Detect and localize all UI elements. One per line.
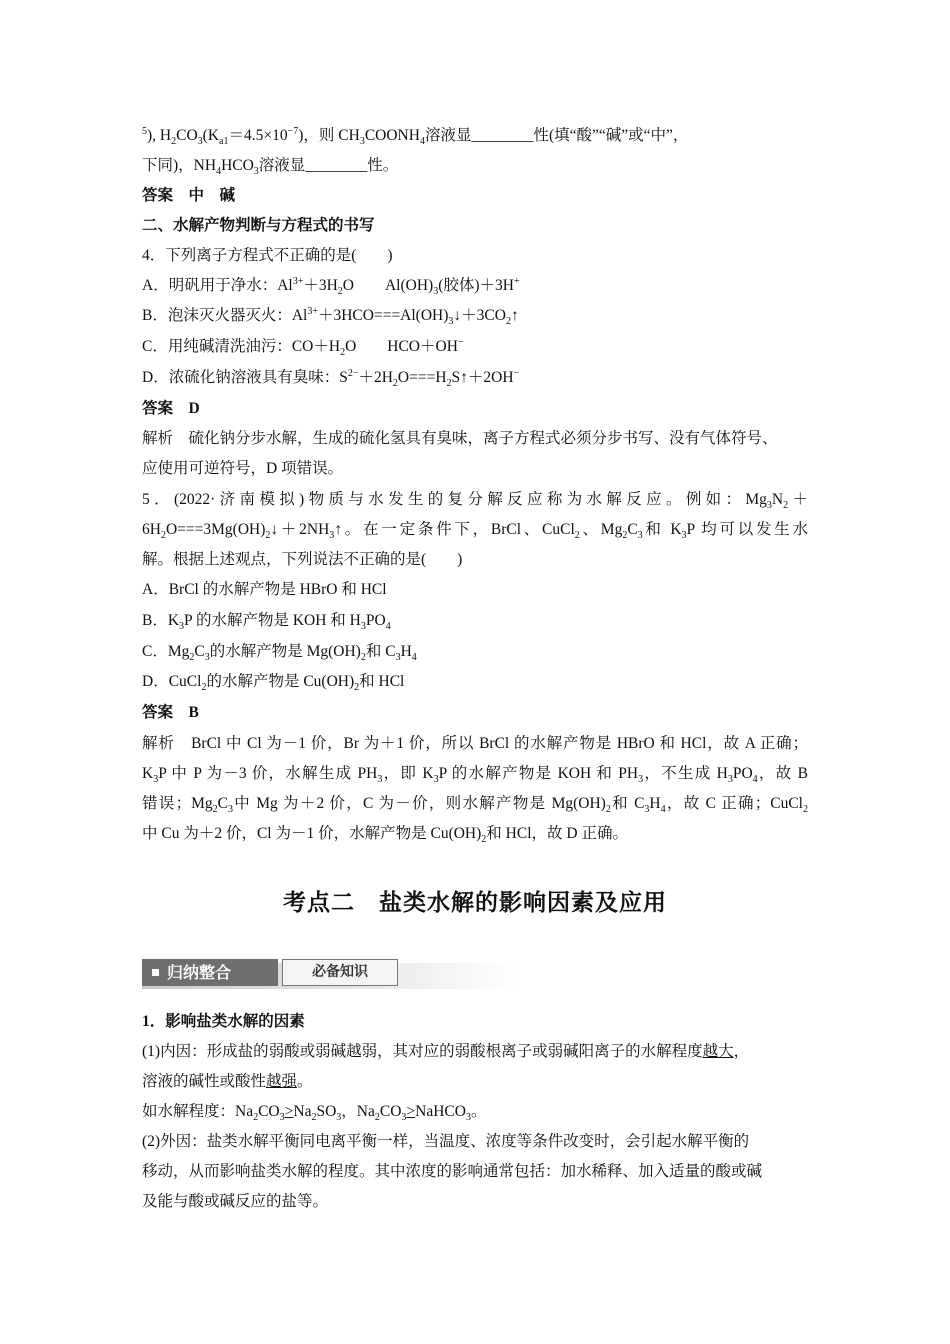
q5-option-d: D．CuCl$_2$的水解产物是 $Cu(OH)_2$和 HCl: [142, 673, 405, 694]
s1-p2: 如水解程度：$Na_2CO_3>Na_2SO_3$，$Na_2CO_3>NaHCO_3$。: [142, 1103, 487, 1124]
q3-line1: $^5$), $H_2CO_3(K_{a1}=4.5\times 10^{-7})$，则 $CH_3COONH_4$溶液显________性(填“酸”“碱”或“中”，: [142, 125, 689, 148]
s1-p1-l2: 溶液的碱性或酸性越强。: [142, 1073, 313, 1090]
q4-option-c: C．用纯碱清洗油污：$CO+H_2O$ HCO＋OH−: [142, 336, 464, 359]
q5-analysis-l1: 解析 BrCl 中 Cl 为－1 价，Br 为＋1 价，所以 BrCl 的水解产物是 HBrO 和 HCl，故 A 正确；: [142, 735, 808, 752]
section-banner: [142, 959, 518, 989]
q4-analysis-l2: 应使用可逆符号，D 项错误。: [142, 460, 344, 477]
q3-answer: 答案 中 碱: [142, 187, 236, 204]
banner-right-tab: 必备知识: [282, 959, 398, 986]
q5-option-b: B．$K_3P$ 的水解产物是 KOH 和 $H_3PO_4$: [142, 612, 391, 633]
q4-option-b: B．泡沫灭火器灭火：$Al^{3+}+3HCO===Al(OH)_3↓+3CO_2↑$: [142, 305, 519, 328]
s1-heading: 1．影响盐类水解的因素: [142, 1013, 305, 1030]
q5-analysis-l2: $K_3P$ 中 P 为－3 价，水解生成 $PH_3$，即 $K_3P$ 的水解产物是 KOH 和 $PH_3$，不生成 $H_3PO_4$，故 B: [142, 765, 808, 786]
square-bullet-icon: [152, 969, 159, 976]
q5-stem-l3: 解。根据上述观点，下列说法不正确的是( ): [142, 551, 463, 568]
banner-left-label: 归纳整合: [167, 963, 232, 982]
s1-p3-l1: (2)外因：盐类水解平衡同电离平衡一样，当温度、浓度等条件改变时，会引起水解平衡的: [142, 1133, 750, 1150]
q4-option-d: D．浓硫化钠溶液具有臭味：$S^{2-}+2H_2O===H_2S↑+2OH^-$: [142, 367, 520, 390]
q5-analysis-l3: 错误；$Mg_2C_3$中 Mg 为＋2 价，C 为－价，则水解产物是 $Mg(OH)_2$和 $C_3H_4$，故 C 正确；CuCl$_2$: [142, 795, 808, 816]
banner-left-tab: [142, 959, 278, 986]
q4-stem: 4．下列离子方程式不正确的是( ): [142, 247, 393, 264]
q5-stem-l1: 5．(2022·济南模拟)物质与水发生的复分解反应称为水解反应。例如：$Mg_3N_2+$: [142, 491, 808, 512]
q5-stem-l2: $6H_2O===3Mg(OH)_2↓+2NH_3↑$。在一定条件下，BrCl、CuCl$_2$、$Mg_2C_3$和 $K_3P$ 均可以发生水: [142, 521, 809, 542]
q4-option-a: A．明矾用于净水：$Al^{3+}+3H_2O$ $Al(OH)_3$(胶体)＋3H+: [142, 275, 520, 298]
section-title: 考点二 盐类水解的影响因素及应用: [283, 890, 667, 915]
q3-line2: 下同)，$NH_4HCO_3$溶液显________性。: [142, 157, 399, 178]
q5-option-c: C．$Mg_2C_3$的水解产物是 $Mg(OH)_2$和 $C_3H_4$: [142, 643, 417, 664]
q4-analysis-l1: 解析 硫化钠分步水解，生成的硫化氢具有臭味，离子方程式必须分步书写、没有气体符号、: [142, 430, 778, 447]
s1-p3-l2: 移动，从而影响盐类水解的程度。其中浓度的影响通常包括：加水稀释、加入适量的酸或碱: [142, 1163, 763, 1180]
q5-analysis-l4: 中 Cu 为＋2 价，Cl 为－1 价，水解产物是 $Cu(OH)_2$和 HCl，故 D 正确。: [142, 825, 628, 846]
q4-answer: 答案 D: [142, 400, 200, 417]
q5-option-a: A．BrCl 的水解产物是 HBrO 和 HCl: [142, 581, 387, 598]
s1-p1-l1: (1)内因：形成盐的弱酸或弱碱越弱，其对应的弱酸根离子或弱碱阳离子的水解程度越大，: [142, 1043, 750, 1060]
q5-answer: 答案 B: [142, 704, 199, 721]
section-heading-2: 二、水解产物判断与方程式的书写: [142, 217, 375, 234]
s1-p3-l3: 及能与酸或碱反应的盐等。: [142, 1193, 329, 1210]
